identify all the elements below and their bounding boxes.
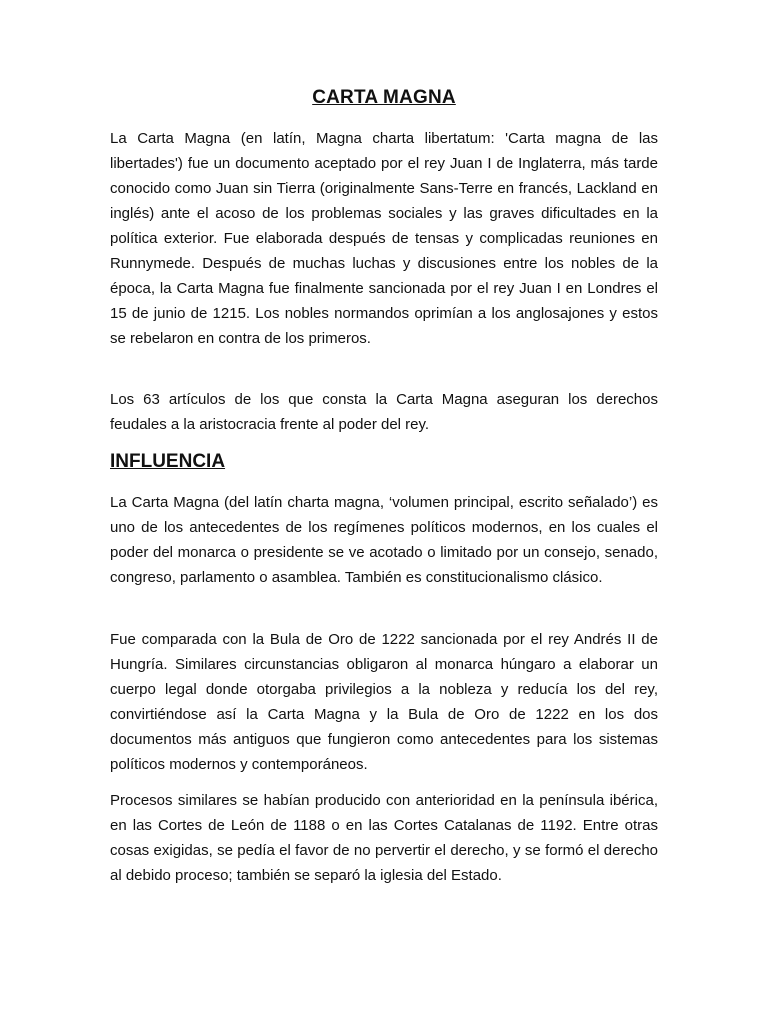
influence-paragraph-1: La Carta Magna (del latín charta magna, ‘volumen principal, escrito señalado’) es uno de los antecedentes de los regímenes políticos modernos, en los cuales el poder del monarca o presidente se ve acotado o limitado por un consejo, senado, congreso, parlamento o asamblea. También es constitucionalismo clásico.	[110, 494, 658, 586]
document-title: CARTA MAGNA	[312, 87, 456, 108]
articles-paragraph: Los 63 artículos de los que consta la Carta Magna aseguran los derechos feudales a la aristocracia frente al poder del rey.	[110, 391, 658, 433]
influence-paragraph-3: Procesos similares se habían producido con anterioridad en la península ibérica, en las Cortes de León de 1188 o en las Cortes Catalanas de 1192. Entre otras cosas exigidas, se pedía el favor de no pervertir el derecho, y se formó el derecho al debido proceso; también se separó la iglesia del Estado.	[110, 792, 658, 884]
intro-paragraph: La Carta Magna (en latín, Magna charta libertatum: 'Carta magna de las libertades') fue un documento aceptado por el rey Juan I de Inglaterra, más tarde conocido como Juan sin Tierra (originalmente Sans-Terre en francés, Lackland en inglés) ante el acoso de los problemas sociales y las graves dificultades en la política exterior. Fue elaborada después de tensas y complicadas reuniones en Runnymede. Después de muchas luchas y discusiones entre los nobles de la época, la Carta Magna fue finalmente sancionada por el rey Juan I en Londres el 15 de junio de 1215. Los nobles normandos oprimían a los anglosajones y estos se rebelaron en contra de los primeros.	[110, 130, 658, 347]
influence-paragraph-2: Fue comparada con la Bula de Oro de 1222 sancionada por el rey Andrés II de Hungría. Similares circunstancias obligaron al monarca húngaro a elaborar un cuerpo legal donde otorgaba privilegios a la nobleza y reducía los del rey, convirtiéndose así la Carta Magna y la Bula de Oro de 1222 en los dos documentos más antiguos que fungieron como antecedentes para los sistemas políticos modernos y contemporáneos.	[110, 631, 658, 773]
section-heading-influencia: INFLUENCIA	[110, 451, 226, 472]
